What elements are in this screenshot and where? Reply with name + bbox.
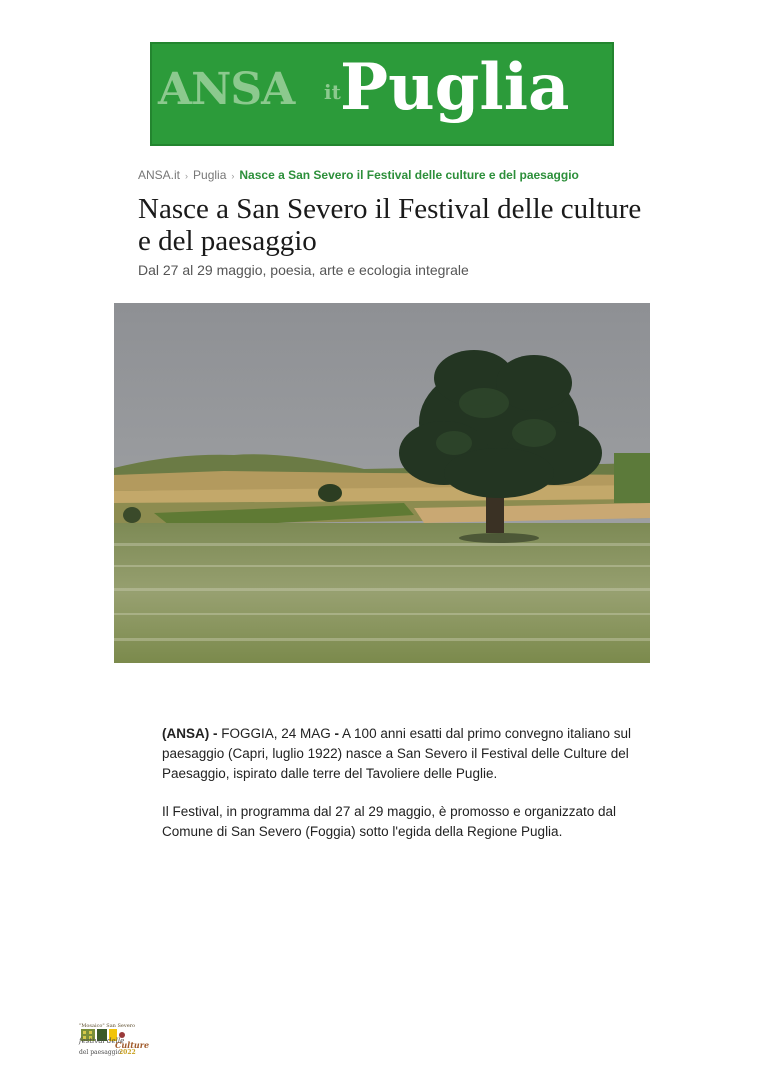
dateline-place: FOGGIA, 24 MAG: [217, 726, 335, 741]
breadcrumb-separator: ›: [185, 171, 189, 181]
article-subtitle: Dal 27 al 29 maggio, poesia, arte e ecologia integrale: [138, 262, 469, 278]
breadcrumb: [138, 168, 579, 182]
landscape-photo-icon: [114, 303, 650, 663]
article-photo[interactable]: [114, 303, 650, 663]
logo-top-text: "Mosaico" San Severo: [79, 1023, 136, 1029]
article-paragraph: [162, 724, 632, 784]
logo-line1: festival delle: [79, 1037, 125, 1045]
ansa-logo-text: ANSA: [158, 64, 295, 115]
breadcrumb-current: Nasce a San Severo il Festival delle culture e del paesaggio: [239, 168, 579, 182]
logo-line1-accent: Culture: [115, 1040, 150, 1050]
article-body: [162, 724, 632, 860]
article-title: Nasce a San Severo il Festival delle culture e del paesaggio: [138, 193, 642, 257]
ansa-puglia-banner[interactable]: [150, 42, 614, 146]
breadcrumb-home-link[interactable]: ANSA.it: [138, 168, 181, 182]
logo-year: 2022: [119, 1049, 136, 1056]
paragraph-1-text: A 100 anni esatti dal primo convegno italiano sul paesaggio (Capri, luglio 1922) nasce a San Severo il Festival delle Culture del Paesaggio, ispirato dalle terre del Tavoliere delle Puglie.: [162, 726, 631, 781]
ansa-logo-suffix: it: [324, 80, 341, 104]
breadcrumb-separator: ›: [231, 171, 235, 181]
article-paragraph: Il Festival, in programma dal 27 al 29 maggio, è promosso e organizzato dal Comune di San Severo (Foggia) sotto l'egida della Regione Puglia.: [162, 804, 616, 839]
breadcrumb-section-link[interactable]: Puglia: [193, 168, 227, 182]
logo-line2: del paesaggio: [79, 1049, 122, 1056]
dateline-agency: (ANSA) -: [162, 726, 218, 741]
dateline-dash: -: [334, 726, 340, 741]
region-title: Puglia: [340, 50, 570, 125]
festival-logo: [79, 1023, 149, 1067]
